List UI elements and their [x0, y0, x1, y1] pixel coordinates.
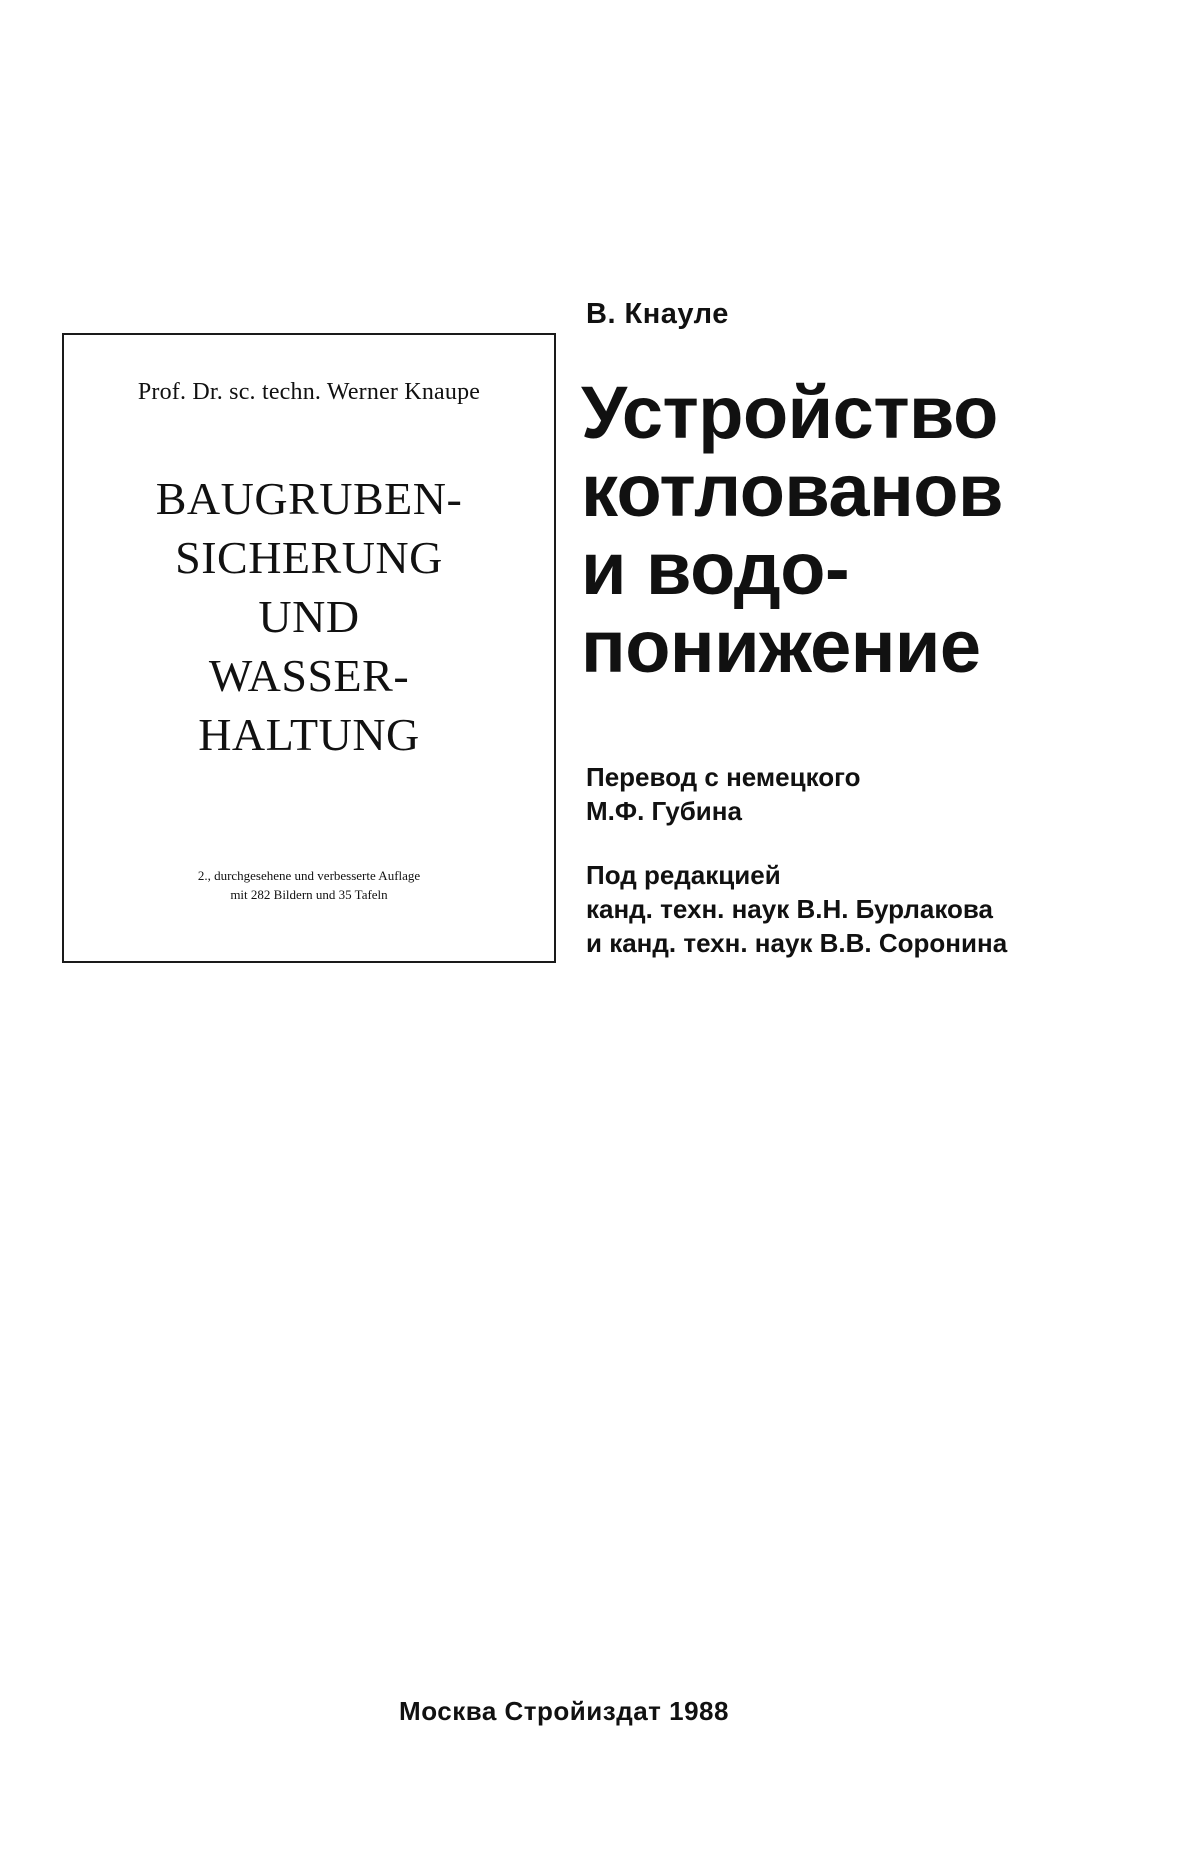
original-title-line: WASSER- [208, 650, 410, 701]
original-edition-line: 2., durchgesehene und verbesserte Auflage [197, 868, 421, 883]
russian-title-line: котлованов [581, 449, 1003, 532]
russian-title-line: понижение [581, 605, 981, 688]
original-title [64, 469, 554, 764]
editors-credit [586, 858, 1007, 960]
original-author: Prof. Dr. sc. techn. Werner Knaupe [137, 379, 481, 405]
russian-title [581, 371, 1003, 688]
original-title-line: HALTUNG [198, 709, 420, 760]
translation-credit [586, 760, 861, 828]
russian-author: В. Кнауле [586, 298, 729, 330]
original-title-box [62, 333, 556, 963]
publisher-imprint [0, 1696, 1200, 1727]
original-edition-note [64, 866, 554, 904]
translation-line: Перевод с немецкого [586, 762, 861, 792]
imprint-text: Москва Стройиздат 1988 [399, 1696, 729, 1726]
editor-line: канд. техн. наук В.Н. Бурлакова [586, 894, 993, 924]
original-title-line: SICHERUNG [175, 532, 443, 583]
editor-line: Под редакцией [586, 860, 781, 890]
translation-line: М.Ф. Губина [586, 796, 742, 826]
original-title-line: BAUGRUBEN- [155, 473, 463, 524]
original-edition-line: mit 282 Bildern und 35 Tafeln [230, 887, 388, 902]
russian-title-line: и водо- [581, 527, 850, 610]
editor-line: и канд. техн. наук В.В. Соронина [586, 928, 1008, 958]
original-title-line: UND [258, 591, 360, 642]
russian-title-line: Устройство [581, 371, 998, 454]
